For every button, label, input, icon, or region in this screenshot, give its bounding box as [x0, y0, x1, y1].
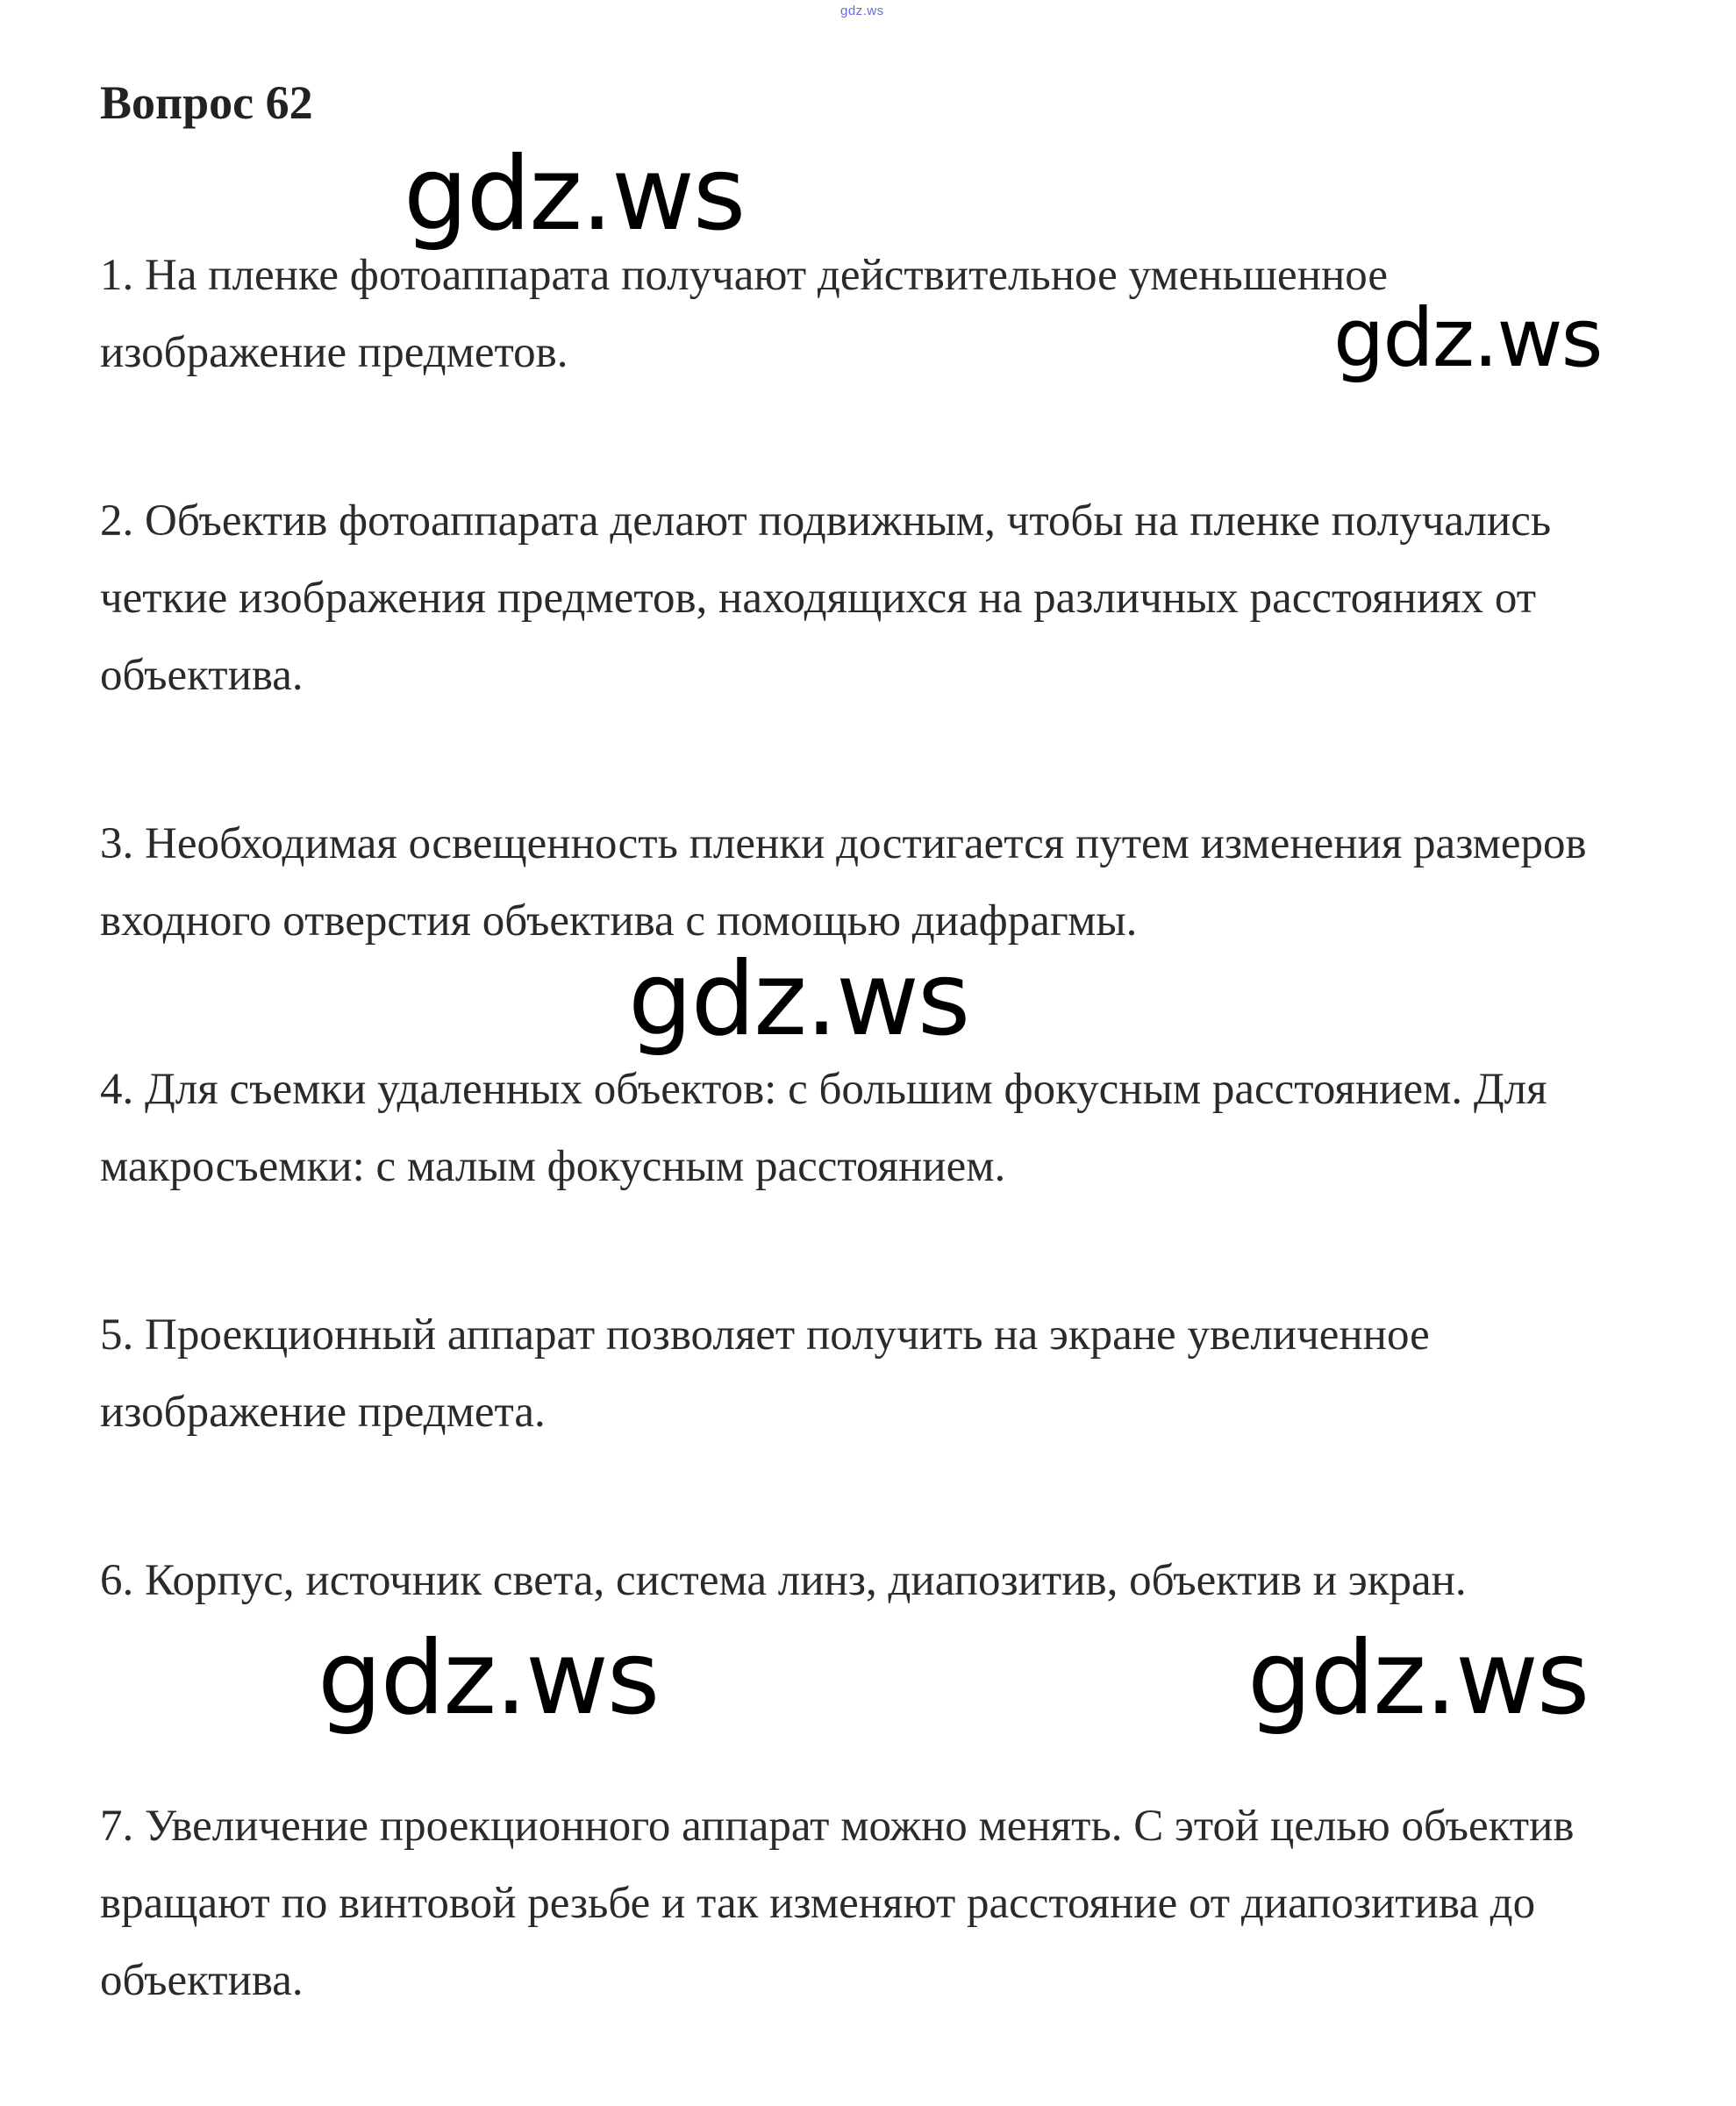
answer-paragraph: 5. Проекционный аппарат позволяет получить на экране увеличенное изображение предмета.: [100, 1310, 1430, 1437]
answer-paragraph: 2. Объектив фотоаппарата делают подвижным, чтобы на пленке получались четкие изображения предметов, находящихся на различных расстояниях от объектива.: [100, 496, 1552, 700]
watermark: gdz.ws: [628, 940, 969, 1059]
watermark: gdz.ws: [404, 135, 745, 253]
answer-paragraph: 3. Необходимая освещенность пленки достигается путем изменения размеров входного отверстия объектива с помощью диафрагмы.: [100, 819, 1587, 946]
page-title: Вопрос 62: [100, 76, 313, 129]
watermark: gdz.ws: [1333, 291, 1602, 385]
top-watermark-text: gdz.ws: [840, 4, 884, 18]
answer-paragraph: 6. Корпус, источник света, система линз, диапозитив, объектив и экран.: [100, 1556, 1467, 1605]
answer-paragraph: 4. Для съемки удаленных объектов: с большим фокусным расстоянием. Для макросъемки: с малым фокусным расстоянием.: [100, 1065, 1547, 1191]
watermark: gdz.ws: [1247, 1619, 1589, 1738]
answer-paragraph: 7. Увеличение проекционного аппарат можно менять. С этой целью объектив вращают по винтовой резьбе и так изменяют расстояние от диапозитива до объектива.: [100, 1802, 1575, 2005]
watermark: gdz.ws: [318, 1619, 659, 1738]
answer-paragraph: 1. На пленке фотоаппарата получают действительное уменьшенное изображение предметов.: [100, 251, 1389, 377]
